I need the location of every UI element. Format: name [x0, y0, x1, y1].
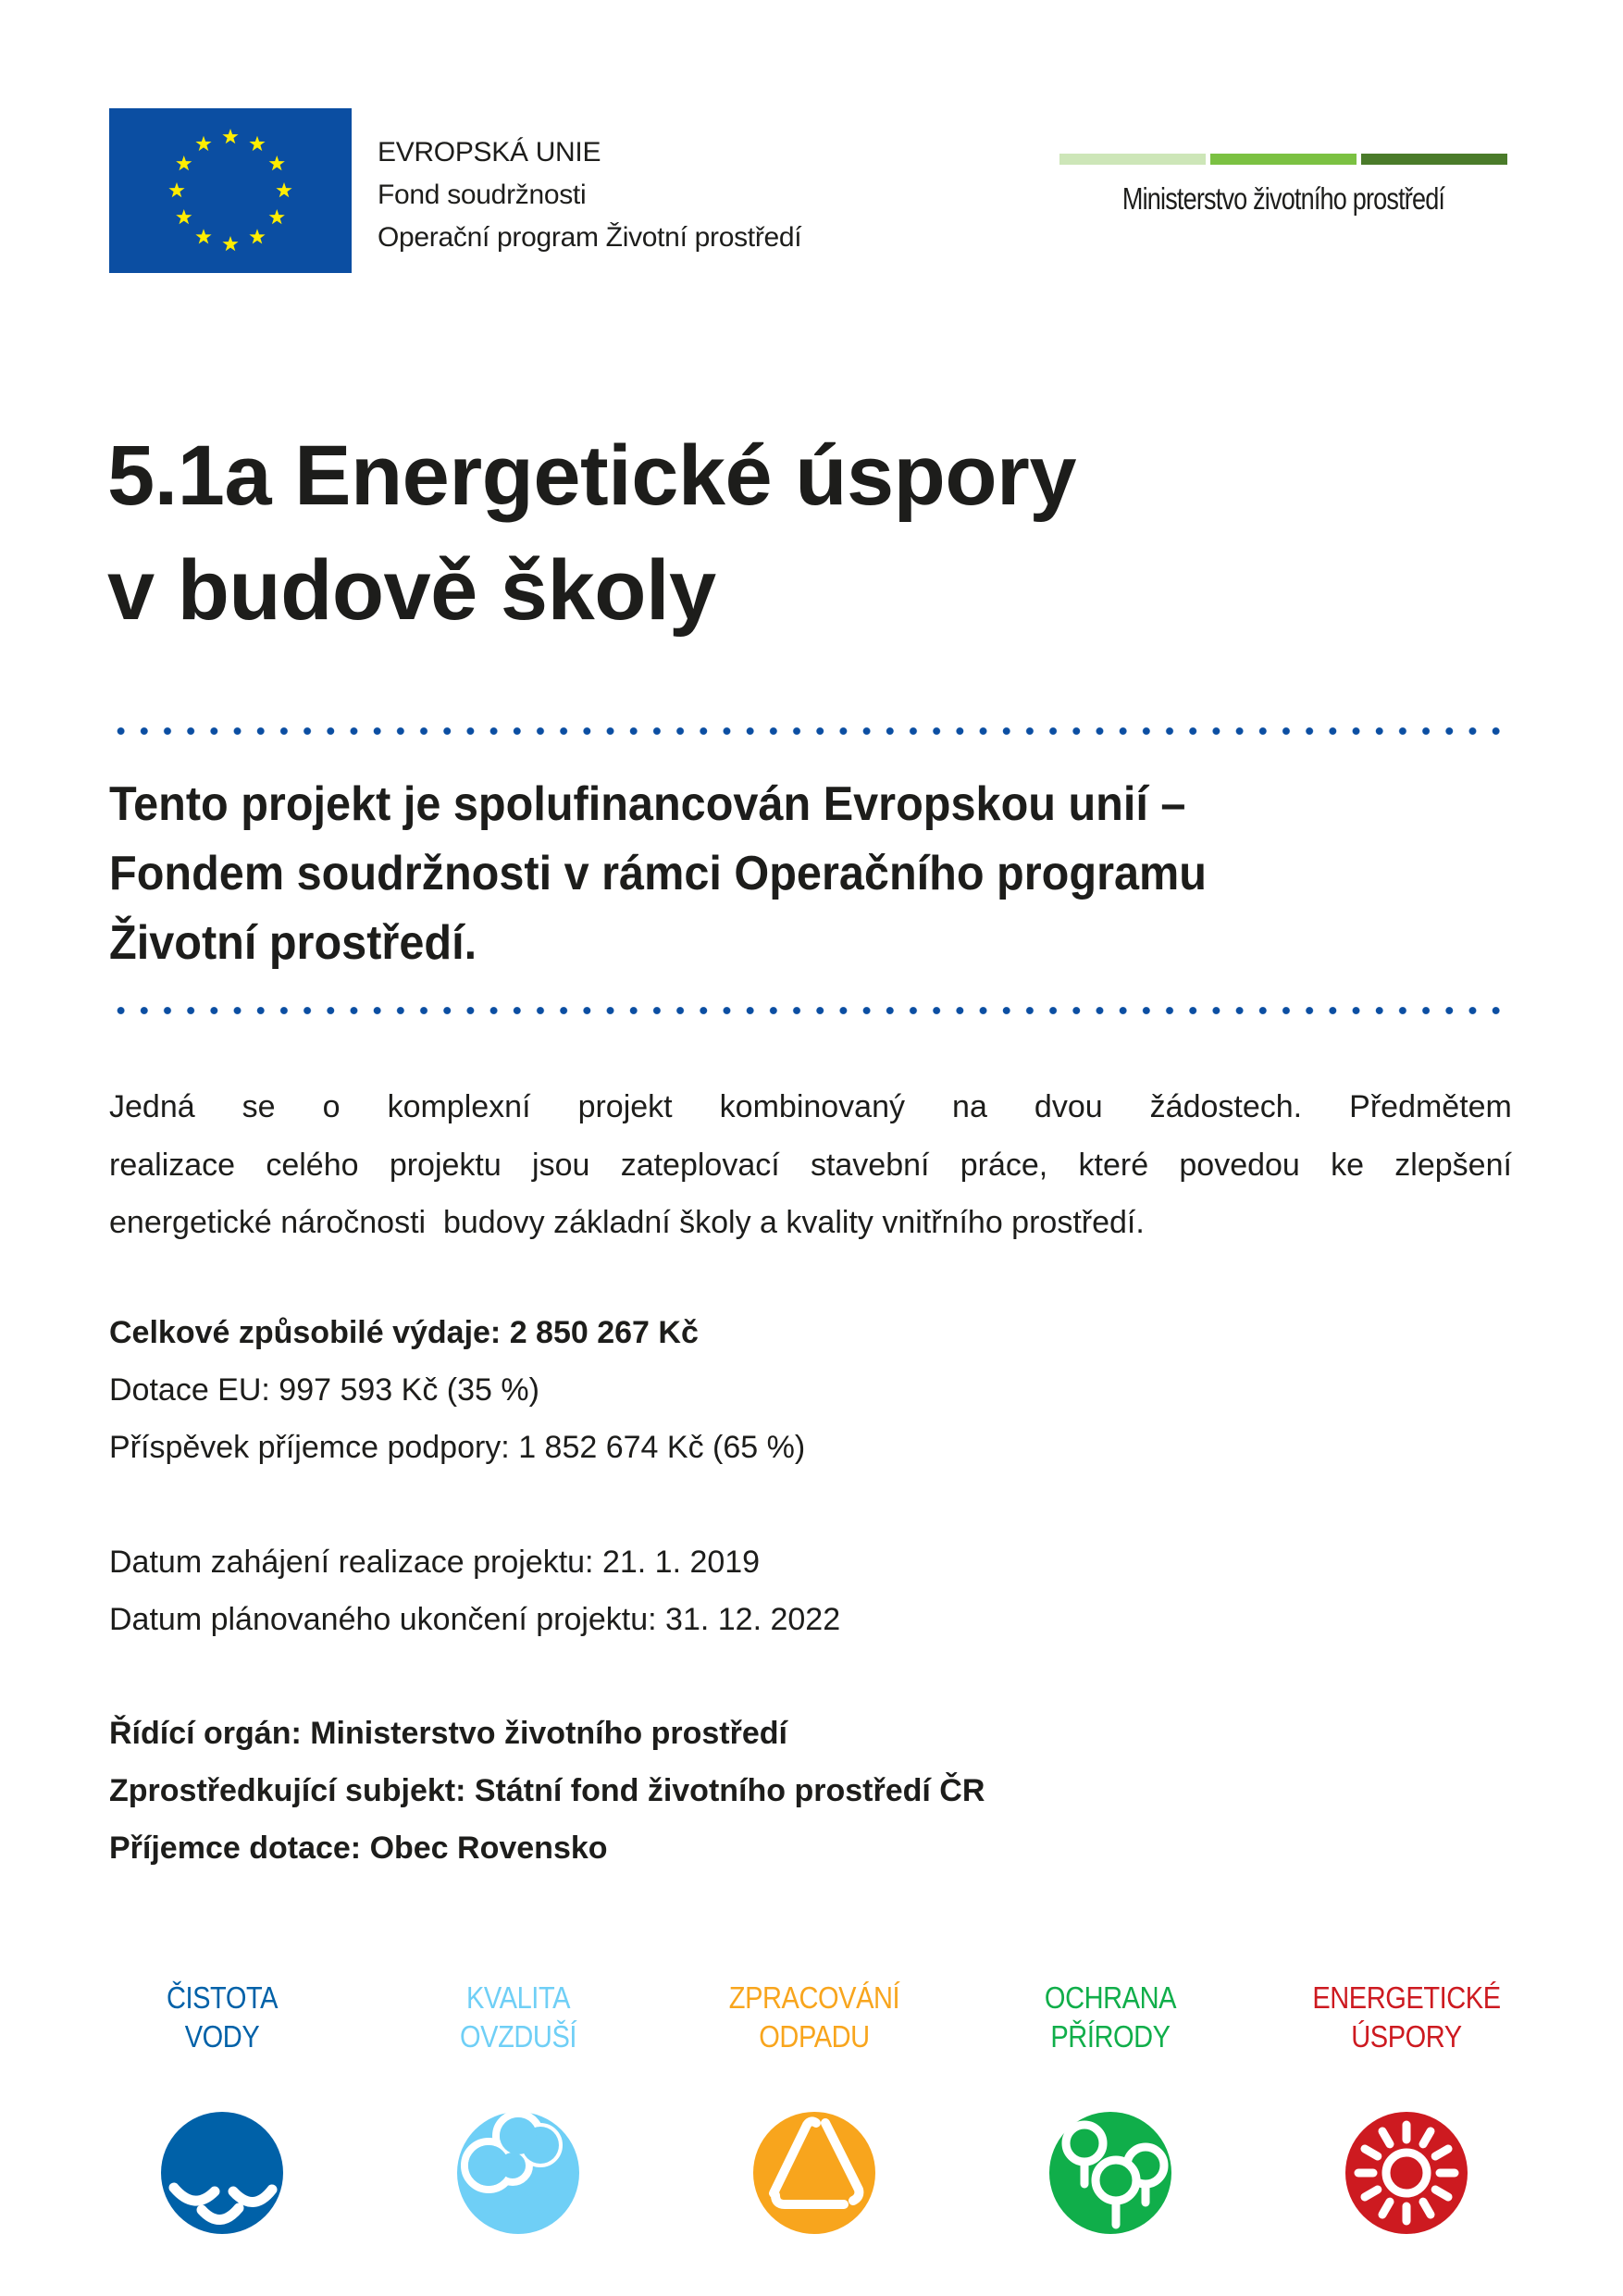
cloud-icon: [457, 2112, 579, 2234]
word: na: [952, 1089, 987, 1124]
word: které: [1078, 1147, 1149, 1183]
topic-label-line-1: ENERGETICKÉ: [1312, 1980, 1501, 2015]
eu-grant: Dotace EU: 997 593 Kč (35 %): [109, 1372, 539, 1408]
project-dates: [109, 1533, 840, 1648]
start-date: Datum zahájení realizace projektu: 21. 1. 2019: [109, 1545, 761, 1580]
intermediate-body: Zprostředkující subjekt: Státní fond životního prostředí ČR: [109, 1773, 985, 1808]
word: zlepšení: [1394, 1147, 1512, 1183]
project-costs: [109, 1304, 805, 1476]
cofinancing-statement: [109, 770, 1516, 978]
title-line-1: 5.1a Energetické úspory: [107, 428, 1076, 523]
eu-line-union: EVROPSKÁ UNIE: [378, 137, 601, 168]
dotted-divider-top: [109, 726, 1512, 736]
planned-end-date: Datum plánovaného ukončení projektu: 31. 12. 2022: [109, 1602, 841, 1637]
recycle-triangle-icon: [753, 2112, 875, 2234]
topic-waste-processing: [675, 1979, 953, 2234]
word: jsou: [532, 1147, 590, 1183]
word: kombinovaný: [719, 1089, 906, 1124]
project-bodies: [109, 1705, 985, 1877]
word: Předmětem: [1349, 1089, 1512, 1124]
topic-label-line-2: ÚSPORY: [1351, 2019, 1462, 2054]
word: ke: [1331, 1147, 1365, 1183]
beneficiary: Příjemce dotace: Obec Rovensko: [109, 1831, 608, 1866]
eu-line-programme: Operační program Životní prostředí: [378, 222, 802, 253]
eu-flag-icon: [109, 108, 352, 273]
beneficiary-contribution: Příspěvek příjemce podpory: 1 852 674 Kč (65 %): [109, 1430, 806, 1465]
word: práce,: [960, 1147, 1048, 1183]
subtitle-line-1: Tento projekt je spolufinancován Evropskou unií –: [109, 777, 1186, 831]
topic-label-line-1: KVALITA: [465, 1980, 571, 2015]
word: se: [242, 1089, 276, 1124]
water-waves-icon: [161, 2112, 283, 2234]
sun-icon: [1345, 2112, 1468, 2234]
word: Jedná: [109, 1089, 195, 1124]
word: stavební: [810, 1147, 930, 1183]
ministry-logo-bars: [1059, 154, 1507, 165]
topic-label-line-1: ZPRACOVÁNÍ: [728, 1980, 900, 2015]
topic-label-line-1: ČISTOTA: [166, 1980, 279, 2015]
topic-label-line-2: ODPADU: [759, 2019, 870, 2054]
subtitle-line-2: Fondem soudržnosti v rámci Operačního programu: [109, 847, 1207, 900]
word: zateplovací: [620, 1147, 780, 1183]
topic-label-line-1: OCHRANA: [1044, 1980, 1177, 2015]
word: realizace: [109, 1147, 236, 1183]
topic-nature-protection: [972, 1979, 1249, 2234]
word: povedou: [1179, 1147, 1300, 1183]
description-line-3: energetické náročnosti budovy základní školy a kvality vnitřního prostředí.: [109, 1205, 1145, 1240]
word: projekt: [577, 1089, 673, 1124]
dotted-divider-bottom: [109, 1006, 1512, 1015]
ministry-logo-text: Ministerstvo životního prostředí: [1121, 181, 1445, 216]
total-eligible-costs: Celkové způsobilé výdaje: 2 850 267 Kč: [109, 1315, 699, 1350]
word: komplexní: [387, 1089, 531, 1124]
ministry-bar-light: [1059, 154, 1206, 165]
page-title: [107, 418, 1076, 648]
word: projektu: [389, 1147, 502, 1183]
word: celého: [266, 1147, 359, 1183]
topic-energy-savings: [1268, 1979, 1545, 2234]
subtitle-line-3: Životní prostředí.: [109, 916, 477, 970]
topic-air-quality: [379, 1979, 657, 2234]
eu-line-fund: Fond soudržnosti: [378, 180, 587, 210]
ministry-bar-mid: [1210, 154, 1357, 165]
word: dvou: [1034, 1089, 1103, 1124]
project-description: [109, 1078, 1512, 1252]
trees-icon: [1049, 2112, 1171, 2234]
description-line-2: [109, 1136, 1512, 1195]
managing-authority: Řídící orgán: Ministerstvo životního prostředí: [109, 1716, 787, 1751]
eu-logo-text: [378, 131, 801, 259]
description-line-1: [109, 1078, 1512, 1136]
title-line-2: v budově školy: [107, 543, 716, 638]
topic-label-line-2: VODY: [184, 2019, 260, 2054]
topic-water-purity: [83, 1979, 361, 2234]
word: o: [322, 1089, 341, 1124]
topic-label-line-2: OVZDUŠÍ: [459, 2019, 577, 2054]
ministry-bar-dark: [1361, 154, 1507, 165]
word: žádostech.: [1149, 1089, 1303, 1124]
topic-label-line-2: PŘÍRODY: [1050, 2019, 1171, 2054]
